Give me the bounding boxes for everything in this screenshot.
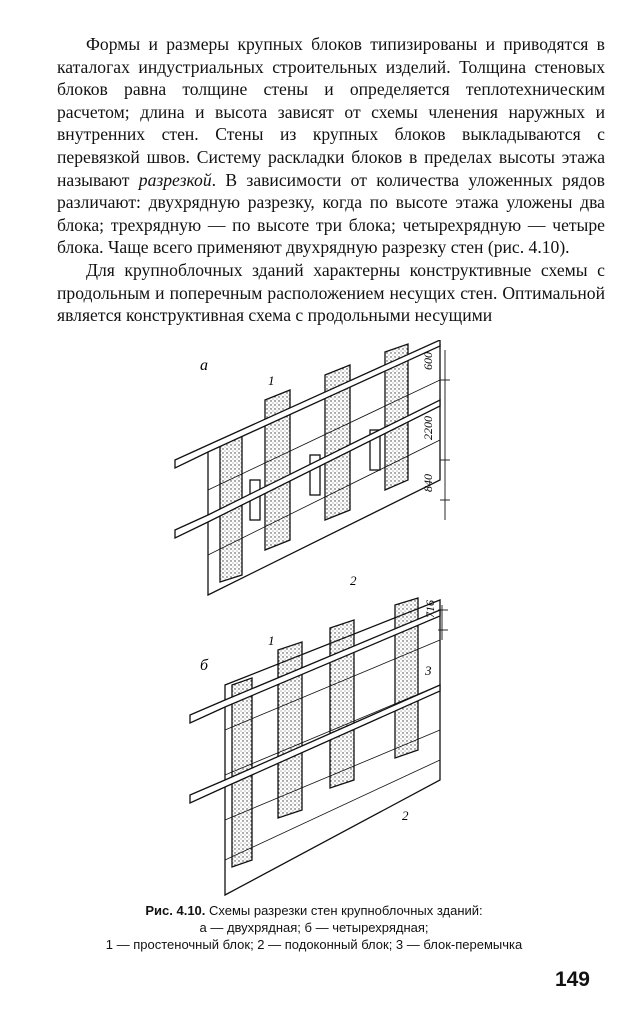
- dimension-2200: 2200: [421, 416, 435, 440]
- callout-1-a: 1: [268, 373, 275, 388]
- page-number: 149: [554, 968, 590, 991]
- caption-line-1: [0, 902, 628, 919]
- scheme-b: [190, 598, 448, 895]
- paragraph-1-start: Формы и размеры крупных блоков типизированы и приводятся в каталогах индустриальных строительных изделий. Толщина стеновых блоков равна толщине стены и определяется теплотехническим расчетом; длина и высота зависят от схемы членения наружных и внутренних стен. Стены из крупных блоков выкладываются с перевязкой швов. Систему раскладки блоков в пределах высоты этажа называют: [57, 34, 605, 190]
- body-text: [57, 33, 605, 327]
- scheme-a-label: а: [200, 357, 208, 374]
- wall-schemes-drawing: [150, 340, 490, 900]
- paragraph-1-end: . В зависимости от количества уложенных рядов различают: двухрядную разрезку, когда по высоте этажа уложены два блока; трехрядную — по высоте три блока; четырехрядную — четыре блока. Чаще всего применяют двухрядную разрезку стен (рис. 4.10).: [57, 169, 605, 258]
- caption-line-2: а — двухрядная; б — четырехрядная;: [199, 920, 429, 935]
- paragraph-1: [57, 33, 605, 259]
- callout-2-a: 2: [350, 573, 357, 588]
- scheme-a: [175, 340, 450, 595]
- dimension-716: 716: [423, 600, 437, 618]
- callout-2-b: 2: [402, 808, 409, 823]
- callout-3-b: 3: [425, 663, 432, 678]
- callout-1-b: 1: [268, 633, 275, 648]
- paragraph-2: Для крупноблочных зданий характерны конструктивные схемы с продольным и поперечным расположением несущих стен. Оптимальной является конструктивная схема с продольными несущими: [57, 259, 605, 326]
- figure-caption: [0, 902, 628, 953]
- figure-4-10: [150, 340, 490, 900]
- term-razrezka: разрезкой: [138, 169, 212, 190]
- dimension-840: 840: [421, 474, 435, 492]
- caption-title: Рис. 4.10.: [145, 903, 206, 918]
- scheme-b-label: б: [200, 657, 209, 674]
- caption-line-3: 1 — простеночный блок; 2 — подоконный блок; 3 — блок-перемычка: [105, 937, 523, 952]
- caption-title-rest: Схемы разрезки стен крупноблочных зданий:: [205, 903, 483, 918]
- dimension-600: 600: [421, 352, 435, 370]
